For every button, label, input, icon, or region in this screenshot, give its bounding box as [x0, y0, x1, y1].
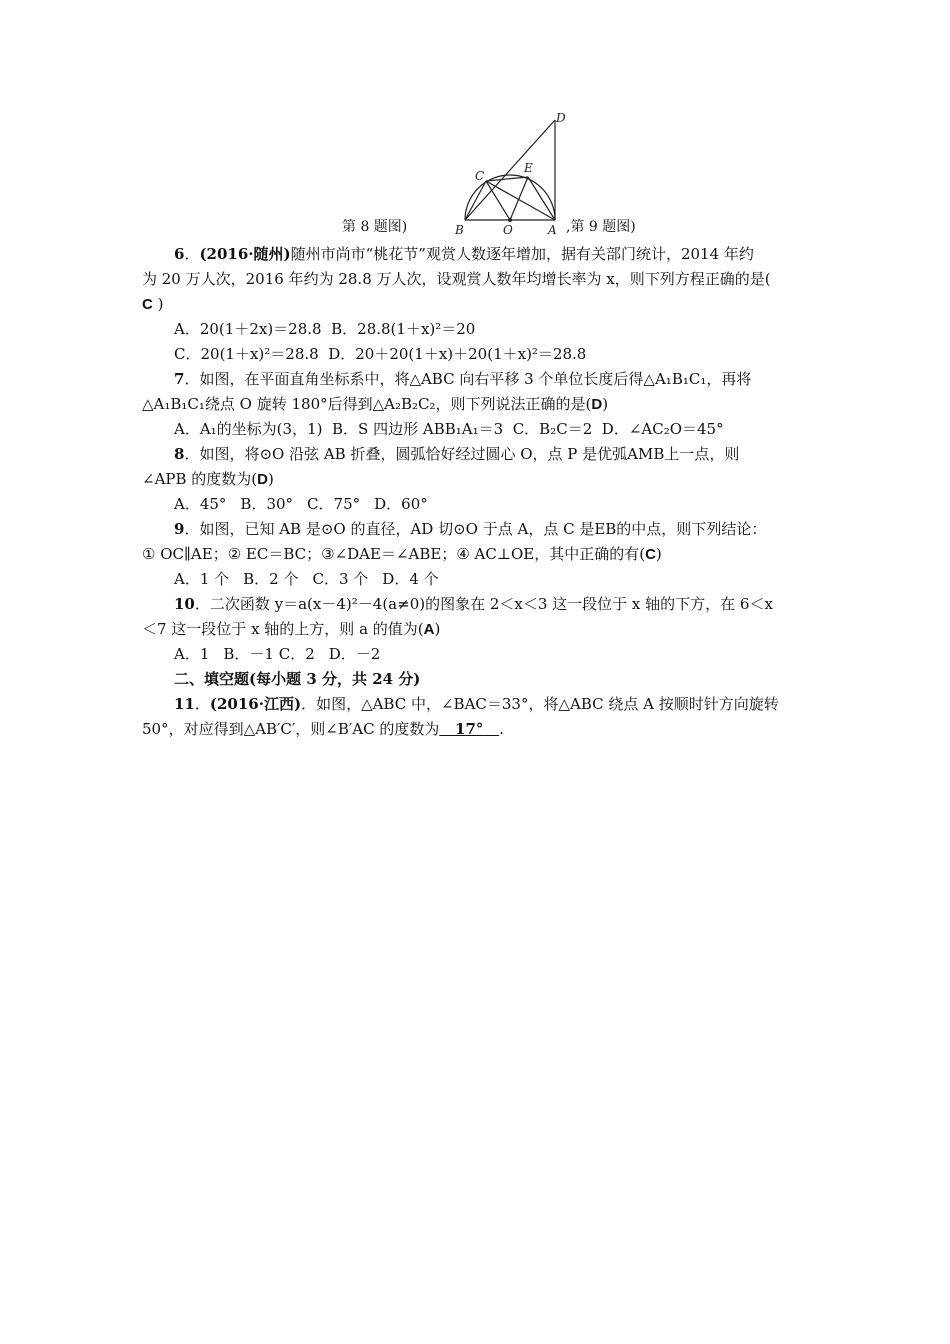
q9-option-c: C．3 个 — [312, 570, 369, 588]
q11-source: (2016·江西) — [209, 695, 302, 713]
q11-answer: 17° — [455, 720, 484, 738]
q9-line1 — [174, 517, 854, 542]
label-e: E — [524, 161, 533, 175]
label-b: B — [455, 223, 464, 235]
q8-line1 — [174, 442, 854, 467]
q7-option-c: C．B₂C＝2 — [512, 420, 593, 438]
q9-text1: ．如图，已知 AB 是⊙O 的直径，AD 切⊙O 于点 A，点 C 是EB的中点，则下列结论： — [184, 520, 767, 538]
q6-close: ) — [157, 295, 164, 313]
q7-close: ) — [602, 395, 609, 413]
q8-text1: ．如图，将⊙O 沿弦 AB 折叠，圆弧恰好经过圆心 O，点 P 是优弧AMB上一点，则 — [184, 445, 740, 463]
q7-options — [174, 417, 854, 442]
q8-line2 — [142, 467, 822, 492]
q8-option-c: C．75° — [307, 495, 361, 513]
q8-answer: D — [257, 471, 268, 488]
q7-answer: D — [591, 396, 603, 413]
caption-q8: 第 8 题图) — [342, 219, 408, 235]
q8-option-b: B．30° — [240, 495, 294, 513]
q9-line2 — [142, 542, 822, 567]
q11-text2: 50°，对应得到△AB′C′，则∠B′AC 的度数为 — [142, 720, 440, 738]
q7-text1: ．如图，在平面直角坐标系中，将△ABC 向右平移 3 个单位长度后得△A₁B₁C₁，再将 — [184, 370, 752, 388]
q9-options — [174, 567, 854, 592]
q11-answer-blank — [439, 717, 499, 742]
q8-option-d: D．60° — [374, 495, 428, 513]
q10-close: ) — [434, 620, 441, 638]
q6-text1: 随州市尚市“桃花节”观赏人数逐年增加，据有关部门统计，2014 年约 — [290, 245, 754, 263]
q6-options-ab — [174, 317, 854, 342]
q11-text1: ．如图，△ABC 中，∠BAC＝33°，将△ABC 绕点 A 按顺时针方向旋转 — [301, 695, 779, 713]
q8-text2: ∠APB 的度数为( — [142, 470, 258, 488]
q6-options-cd — [174, 342, 854, 367]
q7-line2 — [142, 392, 822, 417]
q11-line2 — [142, 717, 822, 742]
q10-line1 — [174, 592, 854, 617]
q8-option-a: A．45° — [174, 495, 227, 513]
q10-option-a: A．1 — [174, 645, 210, 663]
q7-option-d: D．∠AC₂O＝45° — [601, 420, 724, 438]
q6-option-d: D．20＋20(1＋x)＋20(1＋x)²＝28.8 — [328, 345, 587, 363]
q6-number: 6 — [174, 245, 185, 263]
q10-answer: A — [423, 621, 435, 638]
label-a: A — [548, 223, 557, 235]
q6-line2: 为 20 万人次，2016 年约为 28.8 万人次，设观赏人数年均增长率为 x，则下列方程正确的是( — [142, 270, 771, 288]
q7-line1 — [174, 367, 854, 392]
label-o: O — [503, 223, 513, 235]
q7-text2: △A₁B₁C₁绕点 O 旋转 180°后得到△A₂B₂C₂，则下列说法正确的是( — [142, 395, 592, 413]
q10-option-c: C．2 — [278, 645, 315, 663]
q6-answer: C — [142, 296, 153, 313]
q10-text2: ＜7 这一段位于 x 轴的上方，则 a 的值为( — [142, 620, 424, 638]
q11-close: . — [499, 720, 504, 738]
q9-answer: C — [645, 546, 656, 563]
q9-number: 9 — [174, 520, 185, 538]
label-c: C — [475, 169, 485, 183]
q8-number: 8 — [174, 445, 185, 463]
q11-line1: 11．(2016·江西)．如图，△ABC 中，∠BAC＝33°，将△ABC 绕点 A 按顺时针方向旋转 — [174, 695, 779, 713]
caption-q9: ,第 9 题图) — [566, 219, 636, 235]
q7-option-b: B．S 四边形 ABB₁A₁＝3 — [332, 420, 504, 438]
line-ae — [528, 177, 555, 220]
q10-number: 10 — [174, 595, 195, 613]
q9-option-d: D．4 个 — [382, 570, 439, 588]
center-dot — [508, 218, 512, 222]
q10-option-b: B．－1 — [223, 645, 274, 663]
q6-option-a: A．20(1＋2x)＝28.8 — [174, 320, 322, 338]
q10-line2 — [142, 617, 822, 642]
q6-option-b: B．28.8(1＋x)²＝20 — [331, 320, 476, 338]
q6-option-c: C．20(1＋x)²＝28.8 — [174, 345, 319, 363]
q8-options — [174, 492, 854, 517]
q6-line1: 6．(2016·随州)随州市尚市“桃花节”观赏人数逐年增加，据有关部门统计，2014 年约 — [174, 245, 754, 263]
q10-text1: ．二次函数 y＝a(x－4)²－4(a≠0)的图象在 2＜x＜3 这一段位于 x 轴的下方，在 6＜x — [194, 595, 773, 613]
line-oc — [486, 181, 510, 220]
q9-close: ) — [655, 545, 662, 563]
geometry-figure-q9 — [455, 110, 580, 235]
line-ac — [486, 181, 555, 220]
q9-option-b: B．2 个 — [243, 570, 299, 588]
q8-close: ) — [267, 470, 274, 488]
q11-number: 11 — [174, 695, 195, 713]
q9-option-a: A．1 个 — [174, 570, 230, 588]
q6-source: (2016·随州) — [199, 245, 291, 263]
q7-option-a: A．A₁的坐标为(3，1) — [174, 420, 323, 438]
q10-option-d: D．－2 — [328, 645, 381, 663]
label-d: D — [556, 111, 566, 125]
section-heading-fill-in: 二、填空题(每小题 3 分，共 24 分) — [174, 670, 421, 688]
q10-options — [174, 642, 854, 667]
line-oe — [510, 177, 528, 220]
q9-text2: ① OC∥AE；② EC＝BC；③∠DAE＝∠ABE；④ AC⊥OE，其中正确的有( — [142, 545, 646, 563]
q6-answer-line — [142, 292, 822, 317]
q7-number: 7 — [174, 370, 185, 388]
